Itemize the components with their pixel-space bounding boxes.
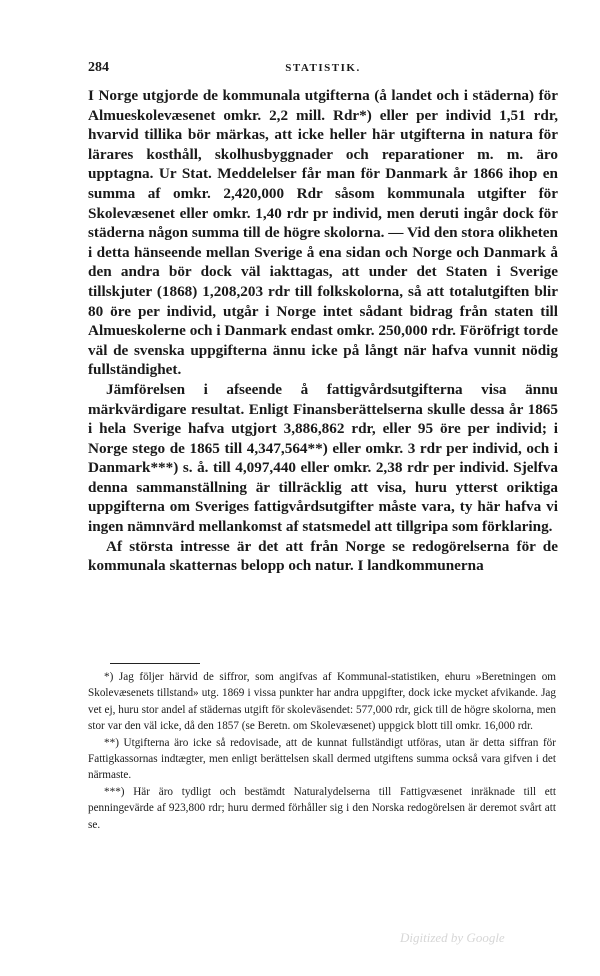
- running-title: STATISTIK.: [285, 62, 361, 74]
- body-text: [88, 86, 558, 576]
- watermark: Digitized by Google: [400, 930, 505, 945]
- paragraph-2: Jämförelsen i afseende å fattigvårdsutgifterna visa ännu märkvärdigare resultat. Enligt Finansberättelserna skulle dessa år 1865 i hela Sverige hafva utgjort 3,886,862 rdr, eller 95 öre per individ; i Norge stego de 1865 till 4,347,564**) eller omkr. 3 rdr per individ, och i Danmark***) s. å. till 4,097,440 eller omkr. 2,38 rdr per individ. Sjelfva denna sammanställning är tillräcklig att visa, huru ytterst oriktiga uppgifterna om Sveriges fattigvårdsutgifter måste vara, ty här hafva vi ingen nämnvärd mellankomst af statsmedel att tillgripa som förklaring.: [88, 380, 558, 536]
- paragraph-1: I Norge utgjorde de kommunala utgifterna (å landet och i städerna) för Almueskolevæsenet omkr. 2,2 mill. Rdr*) eller per individ 1,51 rdr, hvarvid tillika bör märkas, att icke heller här utgifterna in natura för lärares kosthåll, skolhusbyggnader och reparationer m. m. äro upptagna. Ur Stat. Meddelelser får man för Danmark år 1866 ihop en summa af omkr. 2,420,000 Rdr såsom kommunala utgifter för Skolevæsenet eller omkr. 1,40 rdr pr individ, men deruti ingår dock för städerna någon summa till de högre skolorna. — Vid den stora olikheten i detta hänseende mellan Sverige å ena sidan och Norge och Danmark å den andra bör dock väl iakttagas, att under det Staten i Sverige tillskjuter (1868) 1,208,203 rdr till folkskolorna, så att totalutgiften blir 80 öre per individ, utgår i Norge intet sådant bidrag från staten till Almueskolerne och i Danmark endast omkr. 250,000 rdr. Föröfrigt torde väl de svenska uppgifterna ännu icke på långt när hafva vunnit nödig fullständighet.: [88, 87, 558, 379]
- paragraph-3: Af största intresse är det att från Norge se redogörelserna för de kommunala skatternas belopp och natur. I landkommunerna: [88, 537, 558, 575]
- footnote-2: **) Utgifterna äro icke så redovisade, att de kunnat fullständigt utföras, utan är detta siffran för Fattigkassornas indtægter, men enligt berättelsen skall dermed utgiftens summa också vara gifven i det närmaste.: [88, 736, 556, 782]
- page-number: 284: [88, 60, 109, 75]
- footnotes: [88, 669, 556, 833]
- running-head: [88, 60, 558, 80]
- footnote-3: ***) Här äro tydligt och bestämdt Naturalydelserna till Fattigvæsenet inräknade till ett penningevärde af 923,800 rdr; huru dermed förhåller sig i den Norska redogörelsen är deremot svårt att se.: [88, 785, 556, 831]
- footnote-1: *) Jag följer härvid de siffror, som angifvas af Kommunal-statistiken, ehuru »Beretningen om Skolevæsenets tillstand» utg. 1869 i vissa punkter har andra uppgifter, dock icke mycket afvikande. Jag vet ej, huru stor andel af städernas utgift för skoleväsendet: 577,000 rdr, gick till de högre skolorna, men stor var den väl icke, då den 1857 (se Beretn. om Skolevæsenet) uppgick blott till omkr. 16,000 rdr.: [88, 671, 556, 733]
- footnote-divider: [110, 663, 200, 664]
